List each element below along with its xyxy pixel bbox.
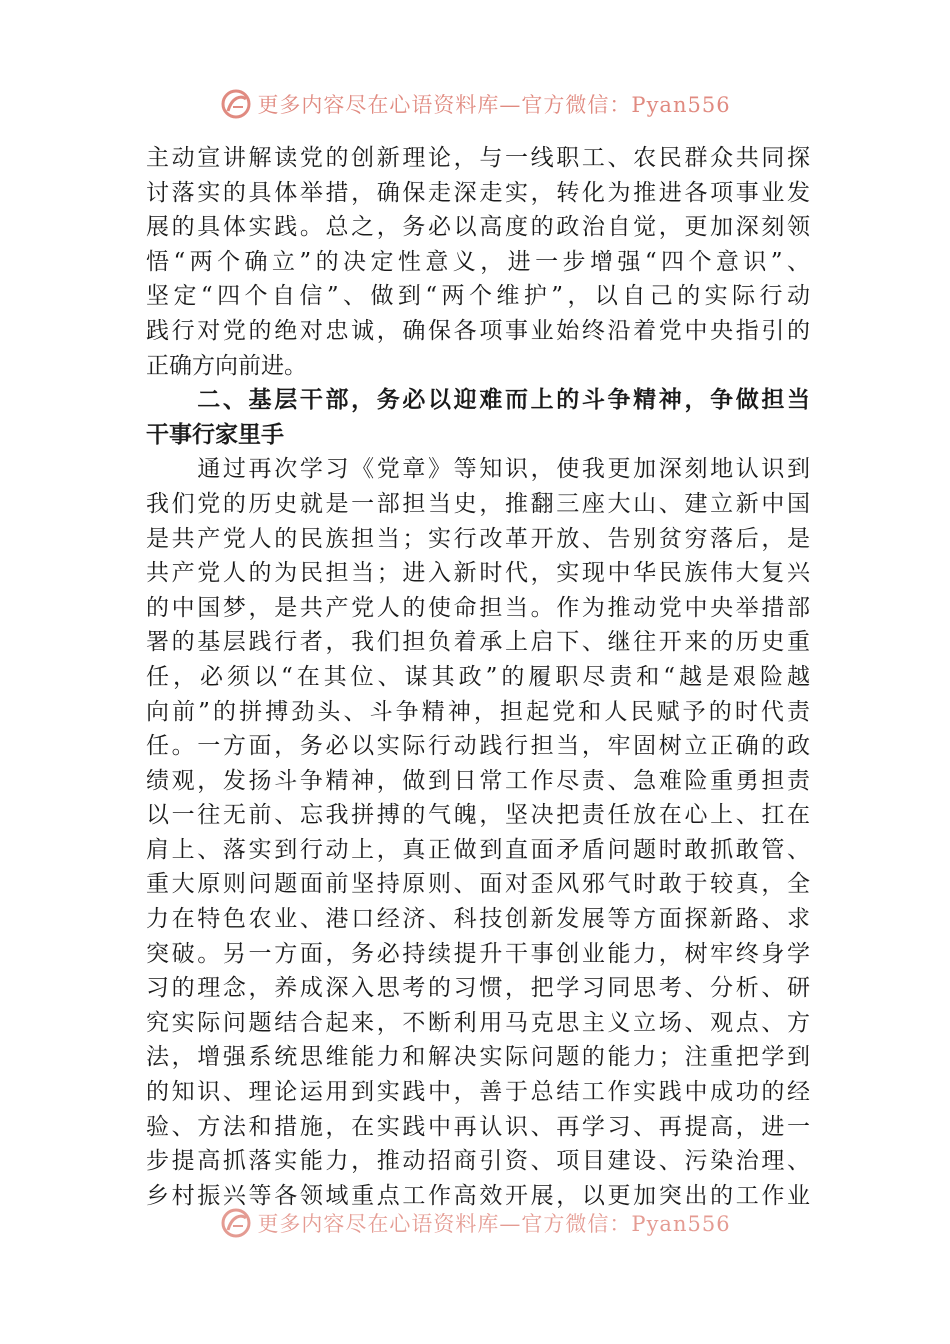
text-line: 任。一方面，务必以实际行动践行担当，牢固树立正确的政	[146, 733, 810, 760]
document-body	[146, 141, 810, 1213]
text-line: 力在特色农业、港口经济、科技创新发展等方面探新路、求	[146, 906, 810, 933]
text-line: 绩观，发扬斗争精神，做到日常工作尽责、急难险重勇担责	[146, 767, 810, 794]
header-watermark-banner	[0, 84, 950, 124]
text-line: 正确方向前进。	[146, 352, 307, 379]
brand-logo-icon	[219, 1206, 253, 1240]
text-line: 讨落实的具体举措，确保走深走实，转化为推进各项事业发	[146, 179, 810, 206]
text-line: 践行对党的绝对忠诚，确保各项事业始终沿着党中央指引的	[146, 317, 810, 344]
text-line: 任，必须以“在其位、谋其政”的履职尽责和“越是艰险越	[146, 663, 810, 690]
text-line: 步提高抓落实能力，推动招商引资、项目建设、污染治理、	[146, 1148, 810, 1175]
text-line: 的中国梦，是共产党人的使命担当。作为推动党中央举措部	[146, 594, 810, 621]
text-line: 共产党人的为民担当；进入新时代，实现中华民族伟大复兴	[146, 560, 810, 587]
text-line: 肩上、落实到行动上，真正做到直面矛盾问题时敢抓敢管、	[146, 836, 810, 863]
text-line: 突破。另一方面，务必持续提升干事创业能力，树牢终身学	[146, 940, 810, 967]
text-line: 以一往无前、忘我拼搏的气魄，坚决把责任放在心上、扛在	[146, 802, 810, 829]
text-line: 习的理念，养成深入思考的习惯，把学习同思考、分析、研	[146, 975, 810, 1002]
text-line: 通过再次学习《党章》等知识，使我更加深刻地认识到	[146, 456, 810, 483]
text-line: 展的具体实践。总之，务必以高度的政治自觉，更加深刻领	[146, 214, 810, 241]
brand-logo-icon	[219, 87, 253, 121]
text-line: 是共产党人的民族担当；实行改革开放、告别贫穷落后，是	[146, 525, 810, 552]
text-line: 署的基层践行者，我们担负着承上启下、继往开来的历史重	[146, 629, 810, 656]
text-line: 乡村振兴等各领域重点工作高效开展，以更加突出的工作业	[146, 1182, 810, 1209]
text-line: 重大原则问题面前坚持原则、面对歪风邪气时敢于较真，全	[146, 871, 810, 898]
text-line: 的知识、理论运用到实践中，善于总结工作实践中成功的经	[146, 1079, 810, 1106]
text-line: 究实际问题结合起来，不断利用马克思主义立场、观点、方	[146, 1009, 810, 1036]
section-heading: 干事行家里手	[146, 421, 284, 448]
text-line: 悟“两个确立”的决定性意义，进一步增强“四个意识”、	[146, 248, 810, 275]
text-line: 坚定“四个自信”、做到“两个维护”，以自己的实际行动	[146, 283, 810, 310]
text-line: 验、方法和措施，在实践中再认识、再学习、再提高，进一	[146, 1113, 810, 1140]
text-line: 主动宣讲解读党的创新理论，与一线职工、农民群众共同探	[146, 145, 810, 171]
footer-watermark-text: 更多内容尽在心语资料库—官方微信：Pyan556	[257, 1212, 731, 1236]
header-watermark-text: 更多内容尽在心语资料库—官方微信：Pyan556	[257, 93, 731, 117]
section-heading: 二、基层干部，务必以迎难而上的斗争精神，争做担当	[146, 387, 810, 414]
text-line: 我们党的历史就是一部担当史，推翻三座大山、建立新中国	[146, 490, 810, 517]
text-line: 向前”的拼搏劲头、斗争精神，担起党和人民赋予的时代责	[146, 698, 810, 725]
footer-watermark-banner	[0, 1203, 950, 1243]
text-line: 法，增强系统思维能力和解决实际问题的能力；注重把学到	[146, 1044, 810, 1071]
